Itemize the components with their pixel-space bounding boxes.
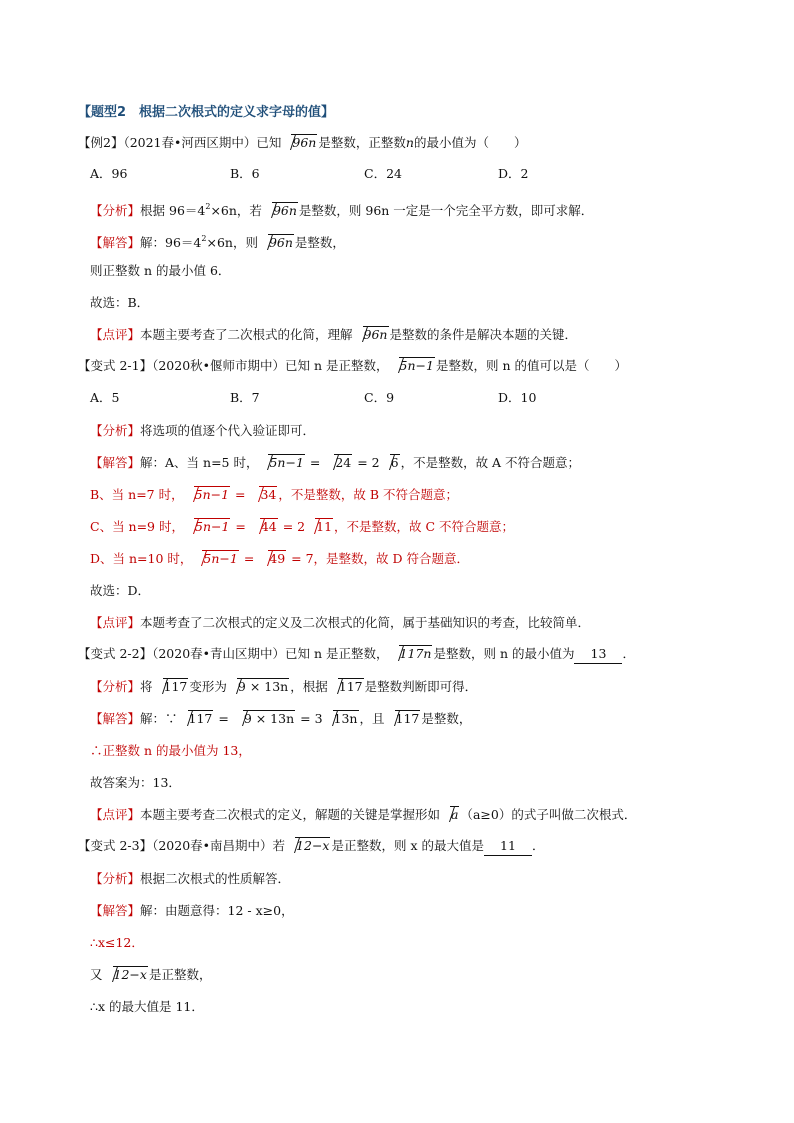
variant23-answer: 11 [484,837,532,856]
variant23-line3: 又 12−x 是正整数， [90,967,212,982]
example2-option-d: D．2 [498,166,529,181]
example2-comment: 【点评】本题主要考查了二次根式的化简，理解 96n 是整数的条件是解决本题的关键． [90,327,578,342]
variant22-answer: 13 [574,645,622,664]
example2-solution: 【解答】解：$96=4^2\times 6n$，则 96n 是整数， [90,234,345,250]
variant22-stem: 【变式 2-2】（2020春•青山区期中）已知 n 是正整数， 117n 是整数，则 n 的最小值为 13 ． [78,645,635,663]
variant21-solution-c: C、当 n=9 时， 5n−1 = 44 = 2 11 ，不是整数，故 C 不符合题意； [90,519,515,534]
example2-tag: 【例2】 [78,135,124,150]
sqrt-96n: 96n [282,134,317,152]
example2-source: （2021春•河西区期中）已知 [123,135,282,150]
variant21-comment: 【点评】本题考查了二次根式的定义及二次根式的化简，属于基础知识的考查，比较简单． [90,615,591,630]
example2-option-a: A．96 [90,166,128,181]
variant21-option-a: A．5 [90,390,120,405]
variant21-solution-d: D、当 n=10 时， 5n−1 = 49 = 7，是整数，故 D 符合题意． [90,551,470,566]
variant21-solution-a: 【解答】解：A、当 n=5 时， 5n−1 = 24 = 2 6 ，不是整数，故 A 不符合题意； [90,455,581,470]
variant21-analysis: 【分析】将选项的值逐个代入验证即可． [90,423,316,438]
variant21-solution-b: B、当 n=7 时， 5n−1 = 34 ，不是整数，故 B 不符合题意； [90,487,459,502]
variant21-choose: 故选：D． [90,583,151,598]
variant23-line4: ∴x 的最大值是 11． [90,999,204,1014]
example2-analysis: 【分析】根据 $96=4^2\times 6n$，若 96n 是整数，则 96n 一定是一个完全平方数，即可求解． [90,202,594,218]
variant21-option-b: B．7 [230,390,260,405]
variant23-solution: 【解答】解：由题意得：12 - x≥0， [90,903,294,918]
example2-line3: 故选：B． [90,295,150,310]
example2-option-b: B．6 [230,166,260,181]
variant22-comment: 【点评】本题主要考查二次根式的定义，解题的关键是掌握形如 a （a≥0）的式子叫做二次根式． [90,807,637,822]
variant23-analysis: 【分析】根据二次根式的性质解答． [90,871,291,886]
variant23-stem: 【变式 2-3】（2020春•南昌期中）若 12−x 是正整数，则 x 的最大值是 11 ． [78,837,545,855]
variant21-option-d: D．10 [498,390,537,405]
variant22-line3: 故答案为：13． [90,775,181,790]
variant22-solution: 【解答】解：∵ 117 = 9 × 13n = 3 13n ，且 117 是整数， [90,711,472,726]
section-title: 【题型2 根据二次根式的定义求字母的值】 [78,105,335,120]
example2-line2: 则正整数 n 的最小值 6． [90,263,231,278]
variant23-line2: ∴x≤12． [90,935,144,950]
example2-stem: 【例2】（2021春•河西区期中）已知 96n 是整数，正整数n的最小值为（ ） [78,135,527,150]
variant22-analysis: 【分析】将 117 变形为 9 × 13n ，根据 117 是整数判断即可得． [90,679,478,694]
variant22-line2: ∴正整数 n 的最小值为 13， [90,743,251,758]
variant21-option-c: C．9 [364,390,395,405]
variant21-stem: 【变式 2-1】（2020秋•偃师市期中）已知 n 是正整数， 5n−1 是整数，则 n 的值可以是（ ） [78,358,627,373]
example2-option-c: C．24 [364,166,402,181]
